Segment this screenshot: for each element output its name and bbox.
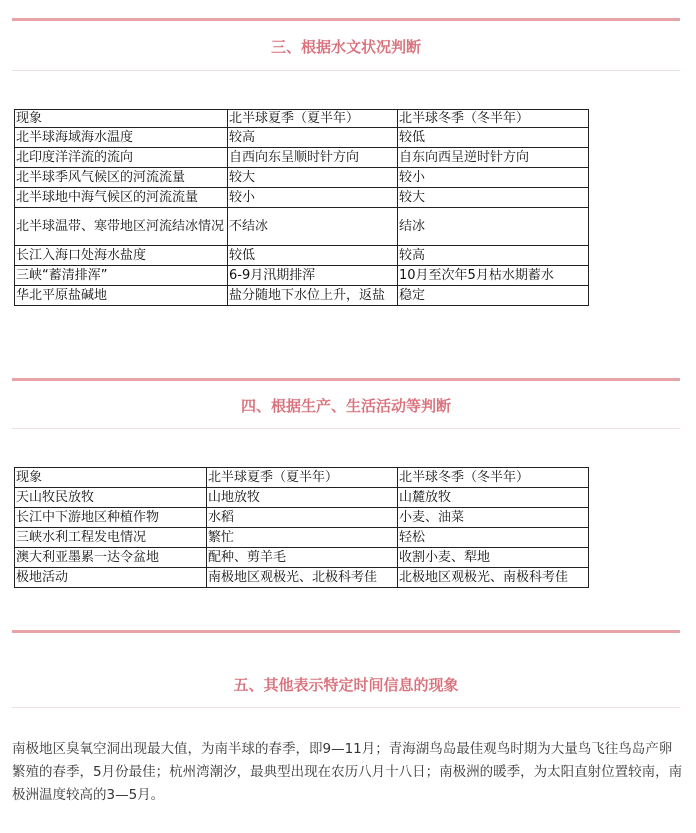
table-cell: 极地活动 xyxy=(15,568,207,588)
table-cell: 较小 xyxy=(228,188,398,208)
table-row xyxy=(15,286,589,306)
table-cell: 北半球地中海气候区的河流流量 xyxy=(15,188,228,208)
section-3-title: 三、根据水文状况判断 xyxy=(270,38,421,56)
table-cell: 山地放牧 xyxy=(207,488,398,508)
table-cell: 北印度洋洋流的流向 xyxy=(15,148,228,168)
table-cell: 南极地区观极光、北极科考佳 xyxy=(207,568,398,588)
table-row xyxy=(15,168,589,188)
table-row xyxy=(15,568,589,588)
production-table xyxy=(14,467,589,588)
table-row xyxy=(15,188,589,208)
table-cell: 较高 xyxy=(398,246,589,266)
table-cell: 不结冰 xyxy=(228,208,398,246)
section-5-divider xyxy=(12,707,680,708)
section-5-top-rule xyxy=(12,630,680,633)
table-cell: 三峡“蓄清排浑” xyxy=(15,266,228,286)
header-cell: 现象 xyxy=(15,468,207,488)
table-cell: 水稻 xyxy=(207,508,398,528)
table-cell: 较大 xyxy=(398,188,589,208)
table-row xyxy=(15,148,589,168)
header-cell: 北半球夏季（夏半年） xyxy=(207,468,398,488)
table-cell: 长江入海口处海水盐度 xyxy=(15,246,228,266)
table-cell: 6-9月汛期排浑 xyxy=(228,266,398,286)
table-cell: 北半球温带、寒带地区河流结冰情况 xyxy=(15,208,228,246)
table-row xyxy=(15,488,589,508)
header-cell: 北半球冬季（冬半年） xyxy=(398,110,589,128)
table-cell: 收割小麦、犁地 xyxy=(398,548,589,568)
table-cell: 稳定 xyxy=(398,286,589,306)
section-5-title: 五、其他表示特定时间信息的现象 xyxy=(233,676,459,694)
table-cell: 三峡水利工程发电情况 xyxy=(15,528,207,548)
table-cell: 长江中下游地区种植作物 xyxy=(15,508,207,528)
table-cell: 10月至次年5月枯水期蓄水 xyxy=(398,266,589,286)
table-cell: 轻松 xyxy=(398,528,589,548)
table-cell: 澳大利亚墨累一达令盆地 xyxy=(15,548,207,568)
table-cell: 北极地区观极光、南极科考佳 xyxy=(398,568,589,588)
table-cell: 盐分随地下水位上升，返盐 xyxy=(228,286,398,306)
table-cell: 自东向西呈逆时针方向 xyxy=(398,148,589,168)
section-4-title: 四、根据生产、生活活动等判断 xyxy=(240,397,451,415)
table-row xyxy=(15,528,589,548)
header-cell: 现象 xyxy=(15,110,228,128)
section-4-top-rule xyxy=(12,378,680,381)
section-4-divider xyxy=(12,428,680,429)
header-cell: 北半球冬季（冬半年） xyxy=(398,468,589,488)
hydrology-table xyxy=(14,109,589,306)
table-header-row xyxy=(15,468,589,488)
section-5-paragraph: 南极地区臭氧空洞出现最大值，为南半球的春季，即9—11月；青海湖鸟岛最佳观鸟时期为大量鸟飞往鸟岛产卵繁殖的春季，5月份最佳；杭州湾潮汐，最典型出现在农历八月十八日；南极洲的暖季，为太阳直射位置较南，南极洲温度较高的3—5月。 xyxy=(12,741,683,803)
table-row xyxy=(15,208,589,246)
table-header-row xyxy=(15,110,589,128)
table-cell: 小麦、油菜 xyxy=(398,508,589,528)
table-cell: 山麓放牧 xyxy=(398,488,589,508)
table-row xyxy=(15,246,589,266)
header-cell: 北半球夏季（夏半年） xyxy=(228,110,398,128)
table-row xyxy=(15,266,589,286)
table-cell: 较低 xyxy=(398,128,589,148)
table-cell: 北半球海域海水温度 xyxy=(15,128,228,148)
table-cell: 配种、剪羊毛 xyxy=(207,548,398,568)
table-cell: 较小 xyxy=(398,168,589,188)
table-cell: 繁忙 xyxy=(207,528,398,548)
section-3-top-rule xyxy=(12,18,680,21)
section-3-divider xyxy=(12,70,680,71)
table-cell: 较低 xyxy=(228,246,398,266)
table-cell: 华北平原盐碱地 xyxy=(15,286,228,306)
table-cell: 较大 xyxy=(228,168,398,188)
table-row xyxy=(15,548,589,568)
table-cell: 较高 xyxy=(228,128,398,148)
table-cell: 自西向东呈顺时针方向 xyxy=(228,148,398,168)
table-cell: 结冰 xyxy=(398,208,589,246)
table-cell: 天山牧民放牧 xyxy=(15,488,207,508)
table-row xyxy=(15,128,589,148)
table-row xyxy=(15,508,589,528)
table-cell: 北半球季风气候区的河流流量 xyxy=(15,168,228,188)
